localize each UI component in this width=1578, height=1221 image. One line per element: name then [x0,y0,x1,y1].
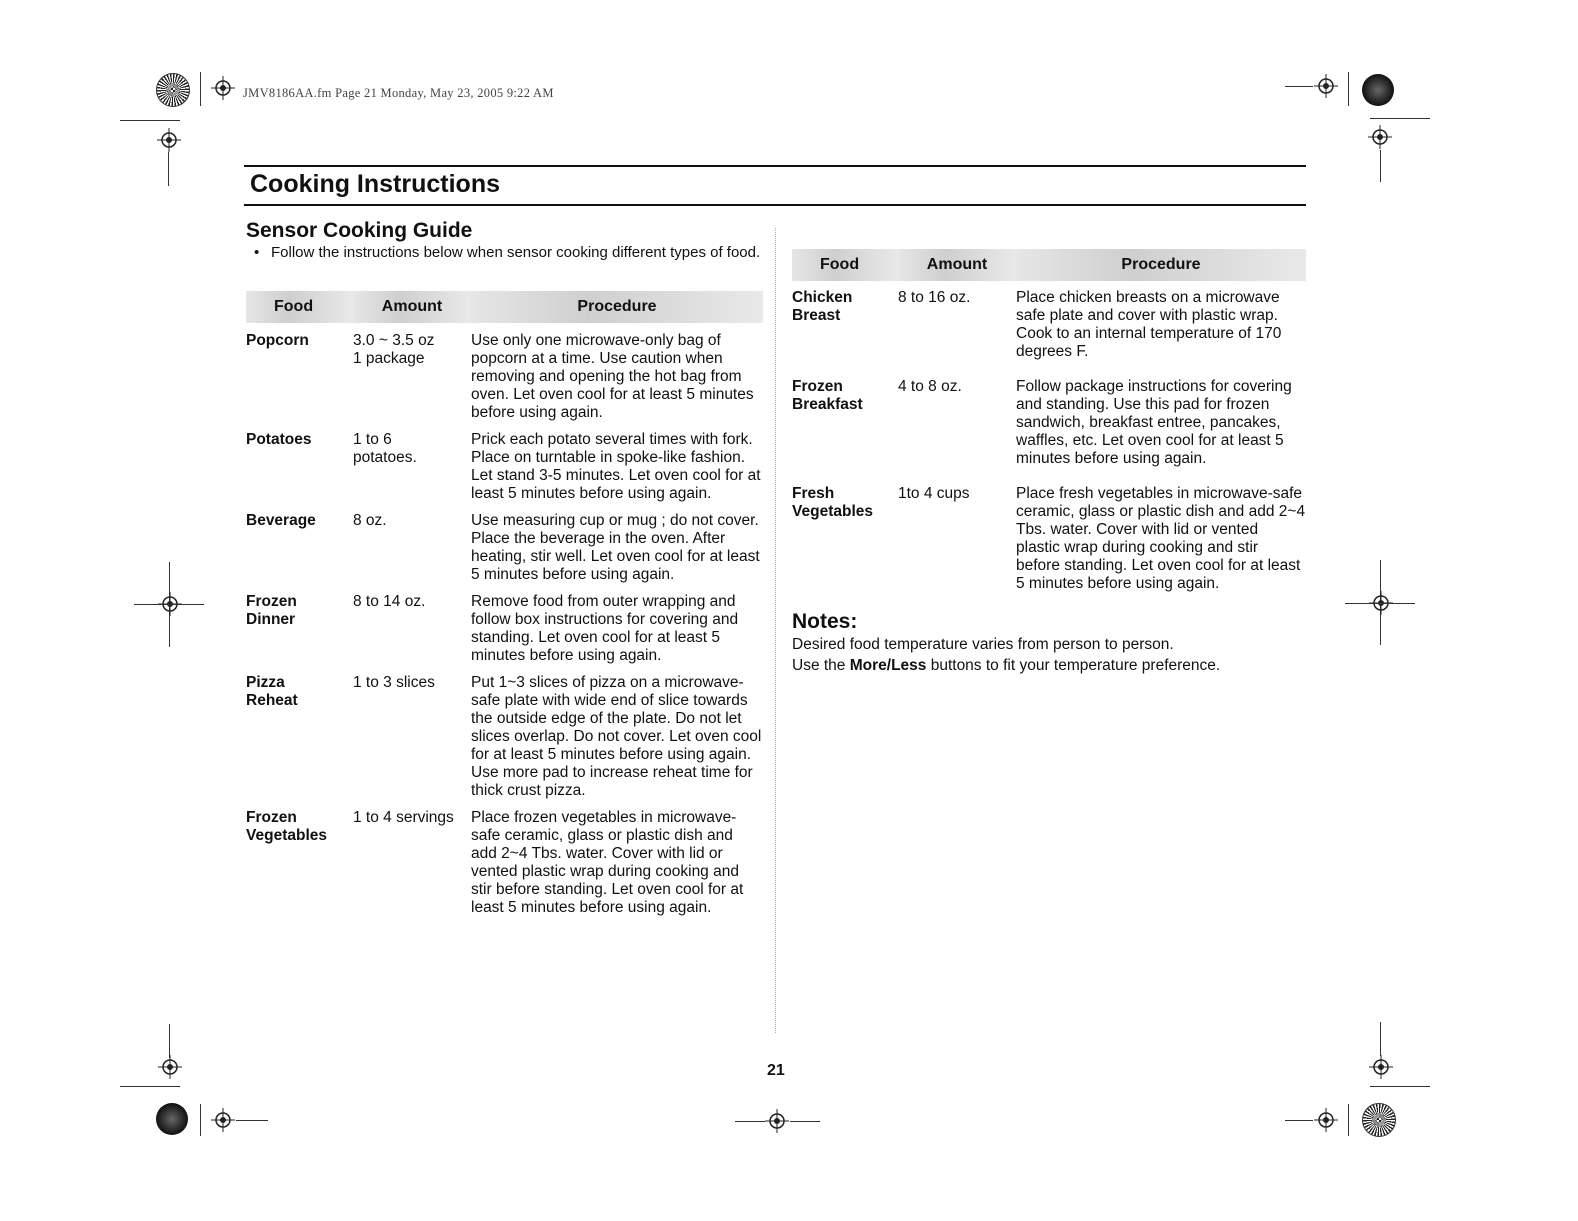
crosshair-icon [211,76,235,100]
table-row [246,809,763,926]
cell-food: Frozen Dinner [246,593,297,628]
cell-amount: 8 oz. [353,512,387,529]
crosshair-icon [1314,74,1338,98]
table-row [792,378,1306,485]
cell-procedure: Place frozen vegetables in microwave-safe ceramic, glass or plastic dish and add 2~4 Tbs. water. Cover with lid or vented plastic wrap during cooking and stir before standing. Let oven cool for at least 5 minutes before using again. [471,809,744,916]
notes-line-2 [792,656,1220,675]
cell-procedure: Use only one microwave-only bag of popcorn at a time. Use caution when removing and opening the hot bag from oven. Let oven cool for at least 5 minutes before using again. [471,332,754,421]
cell-amount: 1to 4 cups [898,485,970,502]
header-amount: Amount [898,249,1016,281]
table-row [246,593,763,674]
crop-mark [236,1120,268,1121]
notes-text: buttons to fit your temperature preference. [926,657,1221,674]
table-body [246,323,763,926]
cell-food: Potatoes [246,431,312,448]
cell-food: Popcorn [246,332,309,349]
cell-procedure: Prick each potato several times with fork. Place on turntable in spoke-like fashion. Let stand 3-5 minutes. Let oven cool for at least 5 minutes before using again. [471,431,761,502]
crop-mark [200,1104,201,1136]
cell-food: Beverage [246,512,316,529]
crop-mark [1345,603,1415,604]
sensor-guide-table-left [246,291,763,926]
crosshair-icon [765,1109,789,1133]
cell-procedure: Place chicken breasts on a microwave safe plate and cover with plastic wrap. Cook to an internal temperature of 170 degrees F. [1016,289,1282,360]
crop-mark [120,120,180,121]
bullet: • [254,244,260,261]
crop-mark [1380,1022,1381,1056]
title-bottom-rule [244,204,1306,206]
cell-food: Frozen Breakfast [792,378,863,413]
crop-mark [134,604,204,605]
cell-amount: 3.0 ~ 3.5 oz 1 package [353,332,435,367]
table-row [792,485,1306,610]
table-header-row [246,291,763,323]
cell-amount: 1 to 3 slices [353,674,435,691]
crop-mark [169,1024,170,1058]
cell-amount: 1 to 4 servings [353,809,454,826]
crosshair-icon [211,1108,235,1132]
crosshair-icon [1314,1108,1338,1132]
more-less-label: More/Less [849,657,927,674]
registration-ball-bottom-left [156,1103,188,1135]
crop-mark [1380,150,1381,182]
table-row [246,674,763,809]
crop-mark [735,1121,765,1122]
header-food: Food [792,249,898,281]
cell-procedure: Put 1~3 slices of pizza on a microwave-safe plate with wide end of slice towards the outside edge of the plate. Do not let slices overlap. Do not cover. Let oven cool for at least 5 minutes before using again. Use more pad to increase reheat time for thick crust pizza. [471,674,762,799]
cell-food: Fresh Vegetables [792,485,873,520]
table-header-row [792,249,1306,281]
header-amount: Amount [353,291,471,323]
notes-text: Use the [792,657,850,674]
header-food: Food [246,291,353,323]
table-row [246,323,763,431]
intro-sentence: Follow the instructions below when sensor cooking different types of food. [271,244,761,261]
crosshair-icon [157,128,181,152]
crop-mark [1285,1120,1313,1121]
column-divider [775,228,776,1033]
crosshair-icon [158,1055,182,1079]
table-row [246,431,763,512]
cell-amount: 8 to 14 oz. [353,593,426,610]
crop-mark [1370,1086,1430,1087]
crop-mark [1348,1104,1349,1136]
page-title: Cooking Instructions [250,170,500,198]
crop-mark [790,1121,820,1122]
registration-ball-top-right [1362,74,1394,106]
header-procedure: Procedure [1016,249,1306,281]
table-row [246,512,763,593]
notes-line-1: Desired food temperature varies from person to person. [792,636,1174,653]
cell-amount: 4 to 8 oz. [898,378,962,395]
cell-food: Frozen Vegetables [246,809,327,844]
section-title: Sensor Cooking Guide [246,219,473,242]
crop-mark [1285,86,1313,87]
cell-food: Chicken Breast [792,289,853,324]
title-top-rule [244,165,1306,167]
crop-mark [120,1086,180,1087]
crop-mark [168,152,169,186]
cell-food: Pizza Reheat [246,674,298,709]
crop-mark [1370,118,1430,119]
registration-ball-bottom-right [1362,1103,1396,1137]
crop-mark [1348,72,1349,106]
table-row [792,281,1306,378]
cell-procedure: Use measuring cup or mug ; do not cover. Place the beverage in the oven. After heating, stir well. Let oven cool for at least 5 minutes before using again. [471,512,760,583]
header-procedure: Procedure [471,291,763,323]
intro-text [254,243,781,262]
cell-procedure: Follow package instructions for covering and standing. Use this pad for frozen sandwich, breakfast entree, pancakes, waffles, etc. Let oven cool for at least 5 minutes before using again. [1016,378,1292,467]
cell-amount: 1 to 6 potatoes. [353,431,417,466]
cell-procedure: Remove food from outer wrapping and follow box instructions for covering and standing. Let oven cool for at least 5 minutes before using again. [471,593,739,664]
sensor-guide-table-right [792,249,1306,610]
crop-mark [200,72,201,106]
file-slug: JMV8186AA.fm Page 21 Monday, May 23, 2005 9:22 AM [243,86,554,100]
registration-ball-top-left [156,73,190,107]
page-number: 21 [767,1062,785,1079]
cell-amount: 8 to 16 oz. [898,289,971,306]
table-body [792,281,1306,610]
crosshair-icon [1368,125,1392,149]
notes-title: Notes: [792,610,858,633]
cell-procedure: Place fresh vegetables in microwave-safe ceramic, glass or plastic dish and add 2~4 Tbs. water. Cover with lid or vented plastic wrap during cooking and stir before standing. Let oven cool for at least 5 minutes before using again. [1016,485,1306,592]
crosshair-icon [1369,1055,1393,1079]
